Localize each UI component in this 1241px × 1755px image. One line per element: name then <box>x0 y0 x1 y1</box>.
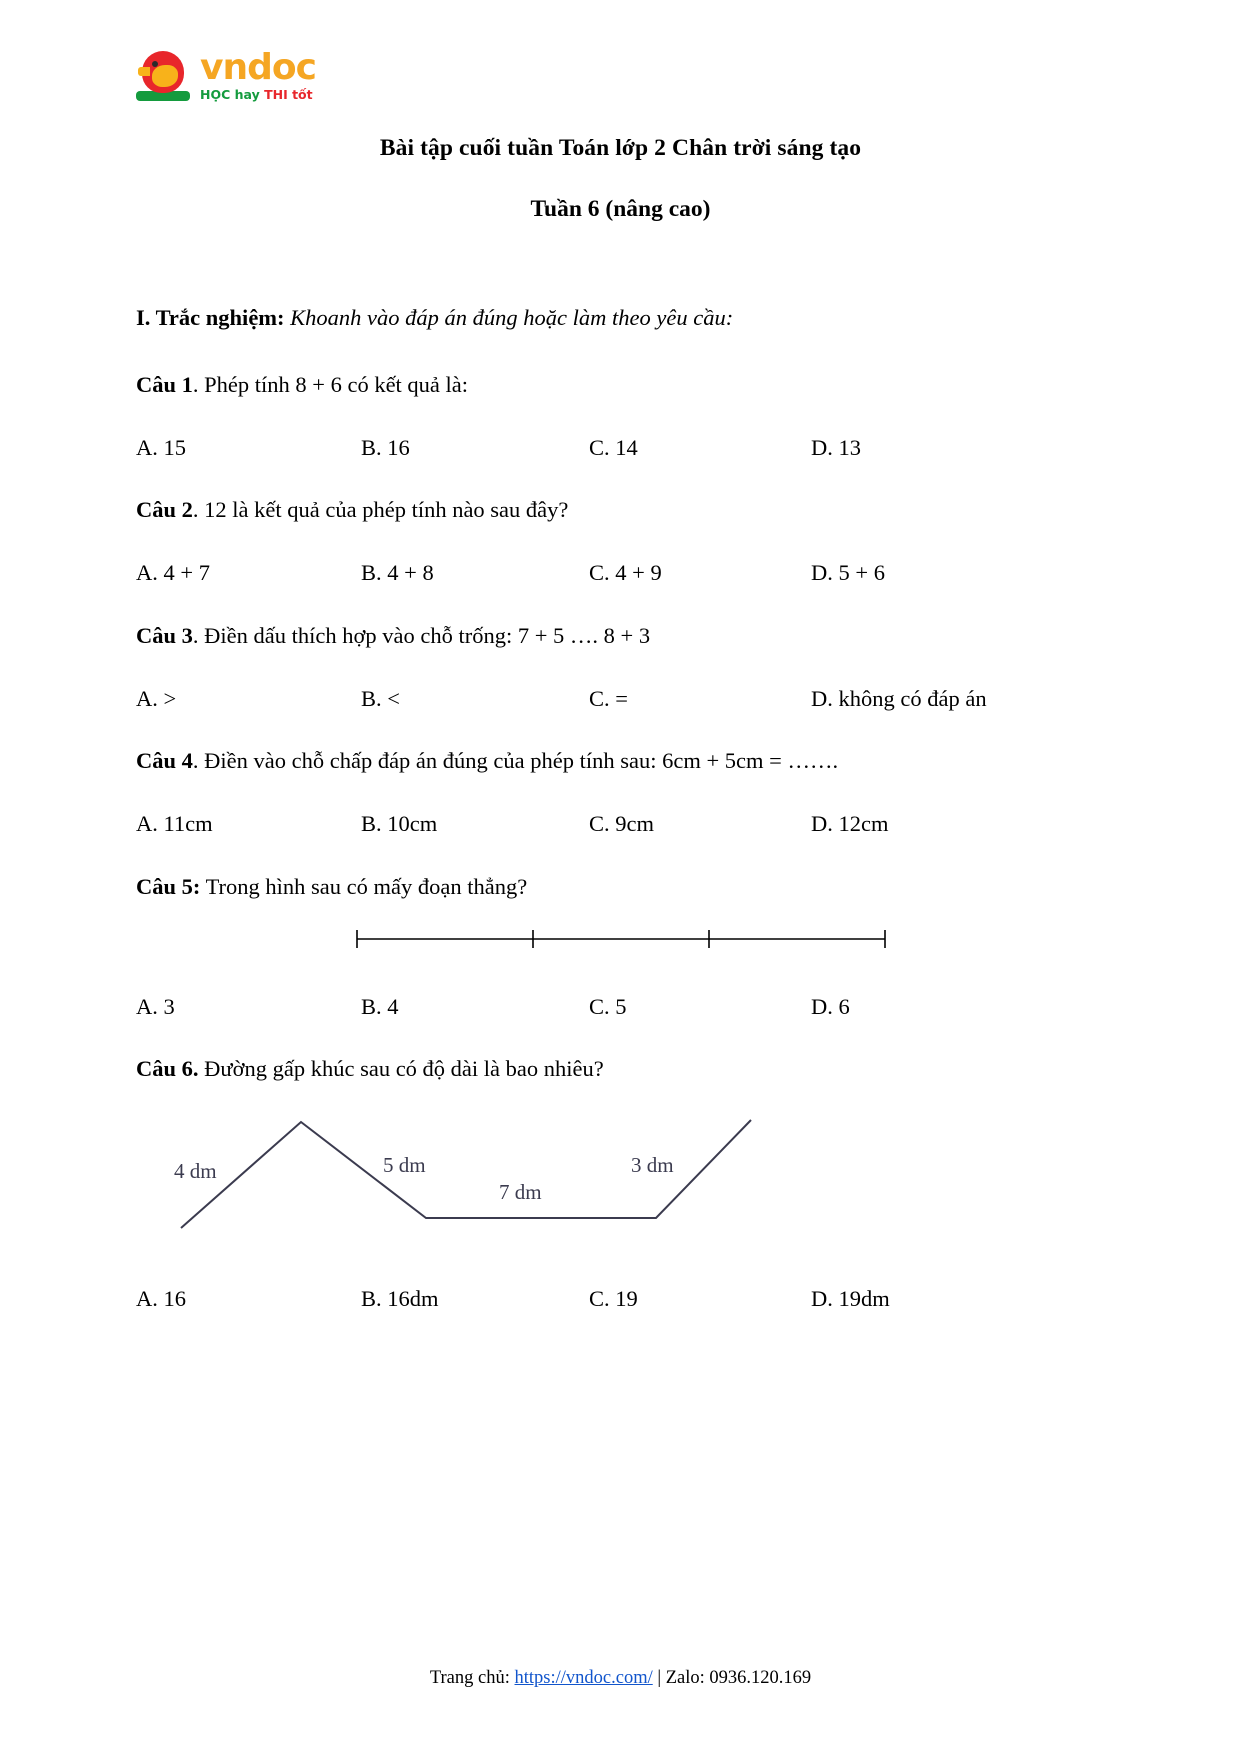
question-4-option-b[interactable]: B. 10cm <box>361 811 438 836</box>
question-6-text: Đường gấp khúc sau có độ dài là bao nhiêu? <box>198 1056 604 1082</box>
question-3-text: . Điền dấu thích hợp vào chỗ trống: 7 + 5 …. 8 + 3 <box>192 622 651 648</box>
question-3-option-b[interactable]: B. < <box>361 685 400 711</box>
question-4-option-a[interactable]: A. 11cm <box>136 811 213 836</box>
page-title: Bài tập cuối tuần Toán lớp 2 Chân trời sáng tạo <box>379 135 862 161</box>
question-2 <box>136 493 1105 527</box>
question-5-option-a[interactable]: A. 3 <box>136 993 175 1019</box>
question-3-options <box>136 682 1105 716</box>
question-1 <box>136 368 1105 402</box>
question-1-option-c[interactable]: C. 14 <box>589 434 638 460</box>
question-2-text: . 12 là kết quả của phép tính nào sau đây? <box>192 497 569 523</box>
question-1-option-b[interactable]: B. 16 <box>361 434 410 460</box>
question-1-number: Câu 1 <box>136 371 193 397</box>
question-3-option-d[interactable]: D. không có đáp án <box>811 685 987 711</box>
question-1-option-d[interactable]: D. 13 <box>811 434 861 460</box>
section-instruction: Khoanh vào đáp án đúng hoặc làm theo yêu cầu: <box>290 305 734 330</box>
question-3-option-c[interactable]: C. = <box>589 685 628 711</box>
footer-link[interactable]: https://vndoc.com/ <box>514 1668 653 1688</box>
polyline-label-3: 7 dm <box>499 1180 542 1204</box>
question-4-options <box>136 807 1105 841</box>
document-body <box>136 223 1105 1316</box>
question-5-option-d[interactable]: D. 6 <box>811 993 850 1019</box>
broken-line-figure <box>136 1100 1105 1260</box>
logo-tagline-part2: THI tốt <box>264 87 313 103</box>
section-heading <box>136 301 1105 335</box>
vndoc-bird-icon <box>136 45 192 107</box>
footer-suffix: | Zalo: 0936.120.169 <box>652 1668 812 1688</box>
question-4-option-c[interactable]: C. 9cm <box>589 811 654 836</box>
question-5-number: Câu 5: <box>136 873 201 899</box>
question-6-option-b[interactable]: B. 16dm <box>361 1286 439 1311</box>
question-2-option-b[interactable]: B. 4 + 8 <box>361 560 434 585</box>
question-4 <box>136 744 1105 778</box>
polyline-label-4: 3 dm <box>631 1153 674 1177</box>
section-label: I. Trắc nghiệm: <box>136 305 285 330</box>
question-5-option-c[interactable]: C. 5 <box>589 993 627 1019</box>
question-4-number: Câu 4 <box>136 748 193 774</box>
segment-line-figure <box>136 922 1105 956</box>
question-6 <box>136 1052 1105 1086</box>
question-6-option-d[interactable]: D. 19dm <box>811 1286 890 1311</box>
page-subtitle: Tuần 6 (nâng cao) <box>530 196 711 222</box>
question-2-option-a[interactable]: A. 4 + 7 <box>136 560 210 585</box>
question-2-number: Câu 2 <box>136 497 193 523</box>
question-3-option-a[interactable]: A. > <box>136 685 177 711</box>
question-5 <box>136 870 1105 904</box>
logo-brand-text: vndoc <box>200 47 316 89</box>
polyline-label-1: 4 dm <box>174 1159 217 1183</box>
page-footer <box>0 1668 1241 1689</box>
question-1-text: . Phép tính 8 + 6 có kết quả là: <box>192 371 469 397</box>
question-2-options <box>136 556 1105 590</box>
question-3-number: Câu 3 <box>136 622 193 648</box>
question-3 <box>136 619 1105 653</box>
question-4-text: . Điền vào chỗ chấp đáp án đúng của phép tính sau: 6cm + 5cm = ……. <box>192 748 839 774</box>
question-2-option-d[interactable]: D. 5 + 6 <box>811 560 885 585</box>
footer-prefix: Trang chủ: <box>429 1668 515 1688</box>
question-5-option-b[interactable]: B. 4 <box>361 993 399 1019</box>
question-1-option-a[interactable]: A. 15 <box>136 434 186 460</box>
question-6-number: Câu 6. <box>136 1056 199 1082</box>
logo-tagline-part1: HỌC hay <box>200 87 260 103</box>
question-5-text: Trong hình sau có mấy đoạn thẳng? <box>200 873 528 899</box>
question-2-option-c[interactable]: C. 4 + 9 <box>589 560 662 585</box>
vndoc-logo[interactable] <box>136 45 316 107</box>
question-6-options <box>136 1282 1105 1316</box>
question-1-options <box>136 431 1105 465</box>
polyline-label-2: 5 dm <box>383 1153 426 1177</box>
question-6-option-c[interactable]: C. 19 <box>589 1286 638 1311</box>
question-6-option-a[interactable]: A. 16 <box>136 1286 186 1311</box>
question-5-options <box>136 990 1105 1024</box>
question-4-option-d[interactable]: D. 12cm <box>811 811 889 836</box>
